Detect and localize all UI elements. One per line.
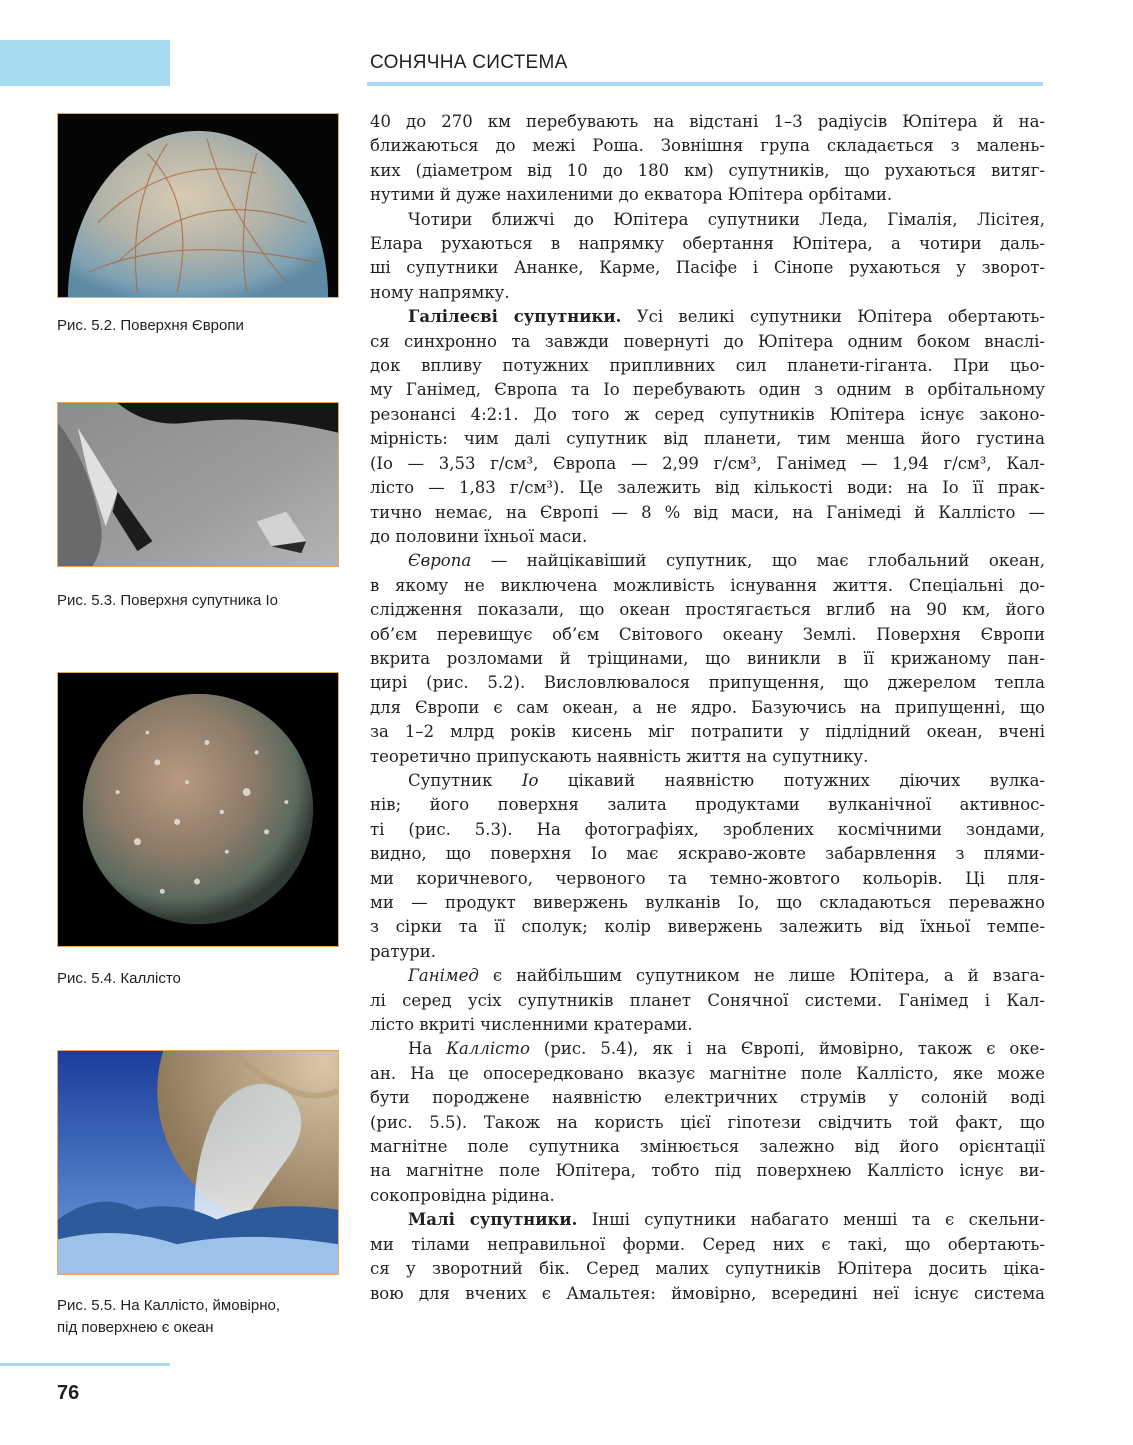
text-line: лі серед усіх супутників планет Сонячної системи. Ганімед і Кал- [370,990,1045,1010]
running-header: СОНЯЧНА СИСТЕМА [370,52,568,73]
term-io: Іо [521,770,539,790]
page-number: 76 [57,1382,80,1404]
text-line: ному напрямку. [370,282,510,302]
figure-callisto-ocean-image [57,1050,339,1275]
text-line: ся синхронно та завжди повернуті до Юпітера одним боком внаслі- [370,331,1045,351]
text-line: (рис. 5.5). Також на користь цієї гіпотези свідчить той факт, що [370,1112,1045,1132]
text-line: лісто вкриті численними кратерами. [370,1015,693,1035]
text-line: ми — продукт вивержень вулканів Іо, що складаються переважно [370,893,1045,912]
term-europa: Європа [408,551,472,571]
text-span: (рис. 5.4), як і на Європі, ймовірно, також є оке- [529,1039,1045,1059]
text-line: ся у зворотний бік. Серед малих супутників Юпітера досить ціка- [370,1259,1045,1279]
text-line: магнітне поле супутника змінюється залежно від його орієнтації [370,1137,1045,1157]
text-line: теоретично припускають наявність життя на супутнику. [370,746,869,766]
figure-caption: Рис. 5.3. Поверхня супутника Іо [57,592,278,609]
text-line: цирі (рис. 5.2). Висловлювалося припущення, що джерелом тепла [370,673,1045,693]
text-line [370,1037,1045,1061]
text-line [370,1208,1045,1232]
figure-io-surface-image [57,402,339,567]
text-line: резонансі 4:2:1. До того ж серед супутників Юпітера існує законо- [370,404,1045,424]
figure-caption: Рис. 5.4. Каллісто [57,970,181,987]
text-line: ближаються до межі Роша. Зовнішня група складається з малень- [370,136,1045,156]
text-line: Чотири ближчі до Юпітера супутники Леда, Гімалія, Лісітея, [408,209,1045,229]
figure-caption-line: під поверхнею є океан [57,1319,214,1336]
text-line: вкрита розломами й тріщинами, що виникли в її крижаному пан- [370,648,1045,668]
text-line: до половини їхньої маси. [370,526,588,546]
text-line: в якому не виключена можливість існування життя. Спеціальні до- [370,575,1045,595]
text-line: тично немає, на Європі — 8 % від маси, на Ганімеді й Каллісто — [370,502,1045,522]
text-line: нутими й дуже нахиленими до екватора Юпітера орбітами. [370,185,893,205]
figure-caption: Рис. 5.2. Поверхня Європи [57,317,244,334]
figure-callisto-image [57,672,339,947]
text-line [370,549,1045,573]
text-line: ких (діаметром від 10 до 180 км) супутників, що рухаються витяг- [370,160,1045,180]
text-span: є найбільшим супутником не лише Юпітера, а й взага- [478,966,1045,986]
text-line: му Ганімед, Європа та Іо перебувають один з одним в орбітальному [370,380,1045,400]
text-line: вою для вчених є Амальтея: ймовірно, всередині неї існує система [370,1283,1045,1303]
text-line: нів; його поверхня залита продуктами вулканічної активнос- [370,795,1045,815]
text-line: ші супутники Ананке, Карме, Пасіфе і Сінопе рухаються у зворот- [370,258,1045,278]
text-span: Супутник [408,770,522,790]
term-callisto: Каллісто [446,1039,530,1059]
text-span: — найцікавіший супутник, що має глобальний океан, [471,551,1045,571]
text-line: ратури. [370,941,437,961]
text-line: мірність: чим далі супутник від планети, тим менша його густина [370,429,1045,449]
text-span: Інші супутники набагато менші та є скельни- [577,1210,1045,1230]
text-line [370,769,1045,793]
text-line: об’єм перевищує об’єм Світового океану Землі. Поверхня Європи [370,624,1045,644]
text-line: бути породжене наявністю електричних струмів у солоній воді [370,1088,1045,1108]
footer-rule [0,1363,170,1366]
text-span: Усі великі супутники Юпітера обертають- [621,307,1045,327]
text-line [370,305,1045,329]
text-line: видно, що поверхня Іо має яскраво-жовте забарвлення з плями- [370,844,1045,864]
text-line: з сірки та її сполук; колір вивержень залежить від їхньої темпе- [370,917,1045,937]
text-line: лісто — 1,83 г/см³). Це залежить від кількості води: на Іо її прак- [370,478,1045,498]
text-span: На [408,1039,447,1059]
text-line [370,964,1045,988]
text-line: 40 до 270 км перебувають на відстані 1–3 радіусів Юпітера й на- [370,112,1045,131]
text-line: за 1–2 млрд років кисень міг потрапити у підлідний океан, вчені [370,722,1045,742]
text-span: цікавий наявністю потужних діючих вулка- [538,770,1045,790]
text-line: (Іо — 3,53 г/см³, Європа — 2,99 г/см³, Ганімед — 1,94 г/см³, Кал- [370,453,1045,473]
text-line: сокопровідна рідина. [370,1185,555,1205]
text-line: ми тілами неправильної форми. Серед них є такі, що обертають- [370,1234,1045,1254]
text-line: слідження показали, що океан простягається вглиб на 90 км, його [370,600,1045,620]
figure-caption [57,1295,347,1339]
text-line: ан. На це опосередковано вказує магнітне поле Каллісто, яке може [370,1063,1045,1083]
figure-caption-line: Рис. 5.5. На Каллісто, ймовірно, [57,1297,281,1314]
term-ganymede: Ганімед [408,966,479,986]
text-line: док впливу потужних припливних сил планети-гіганта. При цьо- [370,356,1045,376]
text-line: на магнітне поле Юпітера, тобто під поверхнею Каллісто існує ви- [370,1161,1045,1181]
header-tab [0,40,170,86]
text-line: для Європи є сам океан, а не ядро. Базуючись на припущенні, що [370,697,1045,717]
figure-europa-surface-image [57,113,339,298]
text-line: ті (рис. 5.3). На фотографіях, зроблених космічними зондами, [370,819,1045,839]
header-rule [367,82,1043,86]
section-heading-galilean: Галілеєві супутники. [408,307,622,327]
body-text [370,110,1045,1306]
text-line: ми коричневого, червоного та темно-жовтого кольорів. Ці пля- [370,868,1045,888]
text-line: Елара рухаються в напрямку обертання Юпітера, а чотири даль- [370,234,1045,254]
section-heading-small-moons: Малі супутники. [408,1210,578,1230]
